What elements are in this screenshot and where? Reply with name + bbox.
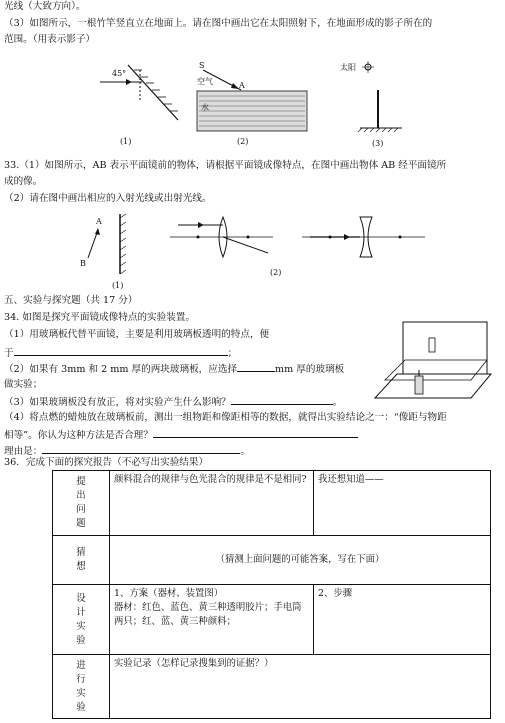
section-5-heading: 五、实验与探究题（共 17 分）: [4, 295, 138, 306]
figure-refraction: [195, 58, 315, 148]
q34-item-1a: （1）用玻璃板代替平面镜，主要是利用玻璃板透明的特点，便: [4, 329, 270, 340]
figure-caption-lens: (2): [270, 268, 282, 277]
report-want-know[interactable]: 我还想知道——: [314, 471, 491, 536]
report-head-conduct: 进 行 实 验: [53, 655, 110, 719]
q34-item-4c: 理由是： 。: [4, 443, 250, 459]
report-row-conduct: [53, 655, 491, 719]
report-question-text: 颜料混合的规律与色光混合的规律是不是相同?: [110, 471, 314, 536]
text-line-1: 光线（大致方向）。: [4, 1, 86, 12]
q34-item-1b: 于 ；: [4, 345, 237, 361]
report-row-design: [53, 585, 491, 655]
answer-blank-4[interactable]: [153, 427, 358, 438]
q34-heading: 34. 如图是探究平面镜成像特点的实验装置。: [4, 312, 195, 323]
figure-caption-mirror: (1): [112, 281, 124, 290]
point-a-label: A: [96, 217, 102, 226]
answer-blank-3[interactable]: [231, 394, 333, 405]
sun-label: 太阳: [340, 63, 356, 72]
q34-item-3: （3）如果玻璃板没有放正，将对实验产生什么影响？ 。: [4, 394, 342, 410]
angle-label: 45°: [112, 69, 127, 78]
report-row-question: [53, 471, 491, 536]
q36-heading: 36．完成下面的探究报告（不必写出实验结果）: [4, 457, 209, 468]
q33-line-3: （2）请在图中画出相应的入射光线或出射光线。: [4, 193, 212, 204]
water-label: 水: [201, 103, 209, 112]
figure-concave-lens: [270, 215, 430, 277]
report-guess-text[interactable]: （猜测上面问题的可能答案，写在下面）: [110, 536, 491, 585]
q33-line-1: 33.（1）如图所示，AB 表示平面镜前的物体，请根据平面镜成像特点，在图中画出物体 AB 经平面镜所: [4, 160, 447, 171]
answer-blank-2[interactable]: [237, 361, 275, 372]
report-design-plan[interactable]: 1、方案（器材、装置图） 器材：红色、蓝色、黄三种透明胶片；手电筒两只；红、蓝、黄三种颜料；: [110, 585, 314, 655]
q33-line-2: 成的像。: [4, 176, 43, 187]
q34-item-2a: （2）如果有 3mm 和 2 mm 厚的两块玻璃板，应选择 mm 厚的玻璃板: [4, 361, 344, 377]
answer-blank-5[interactable]: [42, 443, 240, 454]
report-row-guess: [53, 536, 491, 585]
report-head-design: 设 计 实 验: [53, 585, 110, 655]
figure-glass-plate-apparatus: [375, 318, 493, 402]
point-a-label: A: [239, 81, 245, 90]
figure-caption-3: (3): [372, 139, 384, 148]
q34-item-2c: 做实验；: [4, 379, 43, 390]
air-label: 空气: [197, 77, 213, 86]
figure-plane-mirror: [70, 212, 140, 292]
inquiry-report-table: [52, 470, 491, 719]
answer-blank-1[interactable]: [14, 345, 228, 356]
text-line-2: （3）如图所示，一根竹竿竖直立在地面上。请在图中画出它在太阳照射下，在地面形成的影子所在的: [4, 18, 433, 29]
figure-reflection-45: [100, 60, 180, 150]
figure-convex-lens: [168, 215, 278, 275]
point-b-label: B: [80, 259, 86, 268]
report-design-steps[interactable]: 2、步骤: [314, 585, 491, 655]
point-s-label: S: [199, 61, 205, 70]
figure-pole-sun: [340, 60, 430, 150]
report-conduct-record[interactable]: 实验记录（怎样记录搜集到的证据？）: [110, 655, 491, 719]
report-head-question: 提 出 问 题: [53, 471, 110, 536]
figure-caption-2: (2): [237, 137, 249, 146]
q34-item-4b: 相等”。你认为这种方法是否合理？: [4, 427, 358, 443]
report-head-guess: 猜 想: [53, 536, 110, 585]
q34-item-4a: （4）将点燃的蜡烛放在玻璃板前，测出一组物距和像距相等的数据，就得出实验结论之一：“像距与物距: [4, 412, 447, 423]
figure-caption-1: (1): [120, 137, 132, 146]
text-line-3: 范围。（用表示影子）: [4, 34, 96, 45]
